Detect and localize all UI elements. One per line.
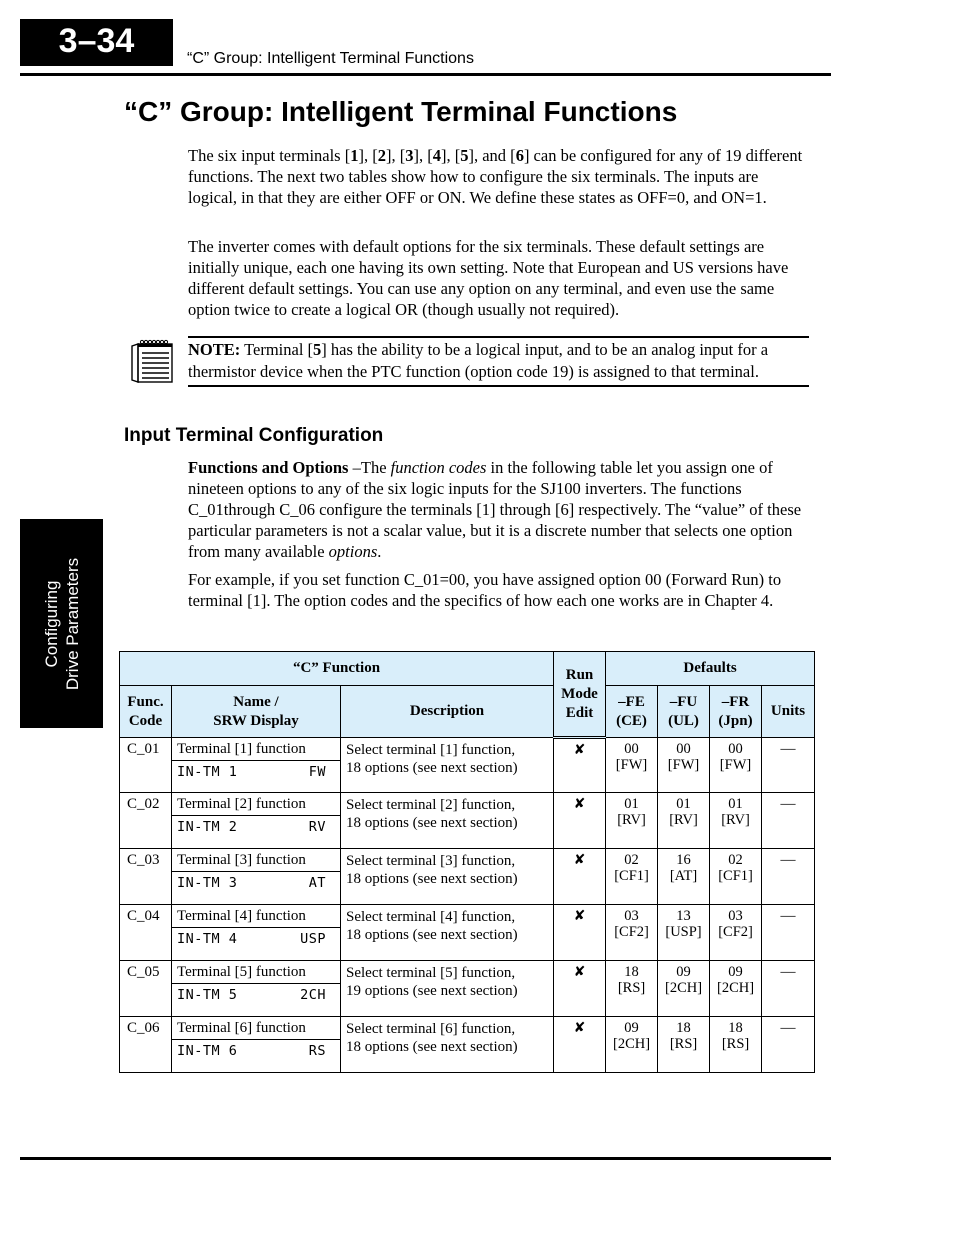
- name-cell: Terminal [1] function IN-TM 1 FW: [172, 738, 341, 793]
- func-code-header: Func. Code: [120, 686, 172, 738]
- side-tab-line-2: Drive Parameters: [62, 557, 82, 690]
- intro-paragraph-1: The six input terminals [1], [2], [3], [4], [5], and [6] can be configured for any of 19 different functions. The next two tables show how to configure the six terminals. The inputs are logical, in that they are either OFF or ON. We define these states as OFF=0, and ON=1.: [188, 146, 803, 207]
- c-function-group-header: “C” Function: [120, 652, 554, 686]
- fe-default-cell: 09 [2CH]: [606, 1017, 658, 1073]
- chapter-side-tab: [20, 519, 103, 728]
- description-header: Description: [341, 686, 554, 738]
- func-code-cell: C_01: [120, 738, 172, 793]
- notepad-icon: [128, 338, 176, 384]
- run-mode-edit-cell: ✘: [554, 793, 606, 849]
- fe-default-cell: 01 [RV]: [606, 793, 658, 849]
- units-cell: —: [762, 905, 815, 961]
- name-cell: Terminal [2] function IN-TM 2 RV: [172, 793, 341, 849]
- fu-header: –FU (UL): [658, 686, 710, 738]
- name-cell: Terminal [4] function IN-TM 4 USP: [172, 905, 341, 961]
- name-cell: Terminal [5] function IN-TM 5 2CH: [172, 961, 341, 1017]
- run-mode-edit-header: Run Mode Edit: [554, 652, 606, 738]
- intro-paragraph-2: The inverter comes with default options for the six terminals. These default settings are initially unique, each one having its own setting. Note that European and US versions have different default settings. You can use any option on any terminal, and even use the same option twice to create a logical OR (though usually not required).: [188, 237, 789, 319]
- fe-header: –FE (CE): [606, 686, 658, 738]
- description-cell: Select terminal [1] function, 18 options (see next section): [341, 738, 554, 793]
- note-text: NOTE: Terminal [5] has the ability to be a logical input, and to be an analog input for a thermistor device when the PTC function (option code 19) is assigned to that terminal.: [188, 340, 769, 381]
- description-cell: Select terminal [5] function, 19 options (see next section): [341, 961, 554, 1017]
- fe-default-cell: 18 [RS]: [606, 961, 658, 1017]
- name-cell: Terminal [3] function IN-TM 3 AT: [172, 849, 341, 905]
- func-code-cell: C_04: [120, 905, 172, 961]
- name-header: Name / SRW Display: [172, 686, 341, 738]
- functions-options-paragraph: Functions and Options –The function codes in the following table let you assign one of nineteen options to any of the six logic inputs for the SJ100 inverters. The functions C_01through C_06 configure the terminals [1] through [6] respectively. The “value” of these particular parameters is not a scalar value, but it is a discrete number that selects one option from many available options.: [188, 458, 802, 561]
- func-code-cell: C_03: [120, 849, 172, 905]
- fu-default-cell: 09 [2CH]: [658, 961, 710, 1017]
- fu-default-cell: 16 [AT]: [658, 849, 710, 905]
- fr-default-cell: 09 [2CH]: [710, 961, 762, 1017]
- defaults-header: Defaults: [606, 652, 815, 686]
- run-mode-edit-cell: ✘: [554, 961, 606, 1017]
- run-mode-edit-cell: ✘: [554, 1017, 606, 1073]
- run-mode-edit-cell: ✘: [554, 738, 606, 793]
- fr-default-cell: 01 [RV]: [710, 793, 762, 849]
- table-row: [120, 1017, 815, 1073]
- srw-display: IN-TM 1 FW: [172, 760, 340, 781]
- page-title: “C” Group: Intelligent Terminal Functions: [124, 96, 678, 127]
- side-tab-line-1: Configuring: [41, 580, 61, 667]
- example-paragraph: For example, if you set function C_01=00, you have assigned option 00 (Forward Run) to terminal [1]. The option codes and the specifics of how each one works are in Chapter 4.: [188, 570, 782, 610]
- description-cell: Select terminal [2] function, 18 options (see next section): [341, 793, 554, 849]
- side-tab-label: [41, 557, 83, 689]
- fr-default-cell: 02 [CF1]: [710, 849, 762, 905]
- srw-display: IN-TM 4 USP: [172, 927, 340, 948]
- fu-default-cell: 01 [RV]: [658, 793, 710, 849]
- fe-default-cell: 03 [CF2]: [606, 905, 658, 961]
- fr-header: –FR (Jpn): [710, 686, 762, 738]
- func-code-cell: C_02: [120, 793, 172, 849]
- table-row: [120, 793, 815, 849]
- run-mode-edit-cell: ✘: [554, 905, 606, 961]
- c-function-table: [119, 651, 815, 1073]
- description-cell: Select terminal [3] function, 18 options (see next section): [341, 849, 554, 905]
- units-cell: —: [762, 738, 815, 793]
- table-row: [120, 849, 815, 905]
- srw-display: IN-TM 5 2CH: [172, 983, 340, 1004]
- srw-display: IN-TM 6 RS: [172, 1039, 340, 1060]
- func-code-cell: C_05: [120, 961, 172, 1017]
- description-cell: Select terminal [4] function, 18 options (see next section): [341, 905, 554, 961]
- table-row: [120, 738, 815, 793]
- fe-default-cell: 00 [FW]: [606, 738, 658, 793]
- footer-rule: [20, 1157, 831, 1160]
- page-number: 3–34: [58, 22, 135, 60]
- units-cell: —: [762, 793, 815, 849]
- description-cell: Select terminal [6] function, 18 options (see next section): [341, 1017, 554, 1073]
- fe-default-cell: 02 [CF1]: [606, 849, 658, 905]
- units-cell: —: [762, 961, 815, 1017]
- fr-default-cell: 00 [FW]: [710, 738, 762, 793]
- table-row: [120, 905, 815, 961]
- run-mode-edit-cell: ✘: [554, 849, 606, 905]
- fr-default-cell: 18 [RS]: [710, 1017, 762, 1073]
- running-head: “C” Group: Intelligent Terminal Functions: [187, 50, 474, 67]
- table-row: [120, 961, 815, 1017]
- fu-default-cell: 18 [RS]: [658, 1017, 710, 1073]
- fu-default-cell: 00 [FW]: [658, 738, 710, 793]
- fu-default-cell: 13 [USP]: [658, 905, 710, 961]
- note-rule-bottom: [188, 385, 809, 387]
- note-rule-top: [188, 336, 809, 338]
- units-header: Units: [762, 686, 815, 738]
- units-cell: —: [762, 849, 815, 905]
- srw-display: IN-TM 2 RV: [172, 815, 340, 836]
- header-rule: [20, 73, 831, 76]
- units-cell: —: [762, 1017, 815, 1073]
- page-number-box: [20, 19, 173, 66]
- srw-display: IN-TM 3 AT: [172, 871, 340, 892]
- func-code-cell: C_06: [120, 1017, 172, 1073]
- name-cell: Terminal [6] function IN-TM 6 RS: [172, 1017, 341, 1073]
- fr-default-cell: 03 [CF2]: [710, 905, 762, 961]
- section-heading: Input Terminal Configuration: [124, 425, 384, 446]
